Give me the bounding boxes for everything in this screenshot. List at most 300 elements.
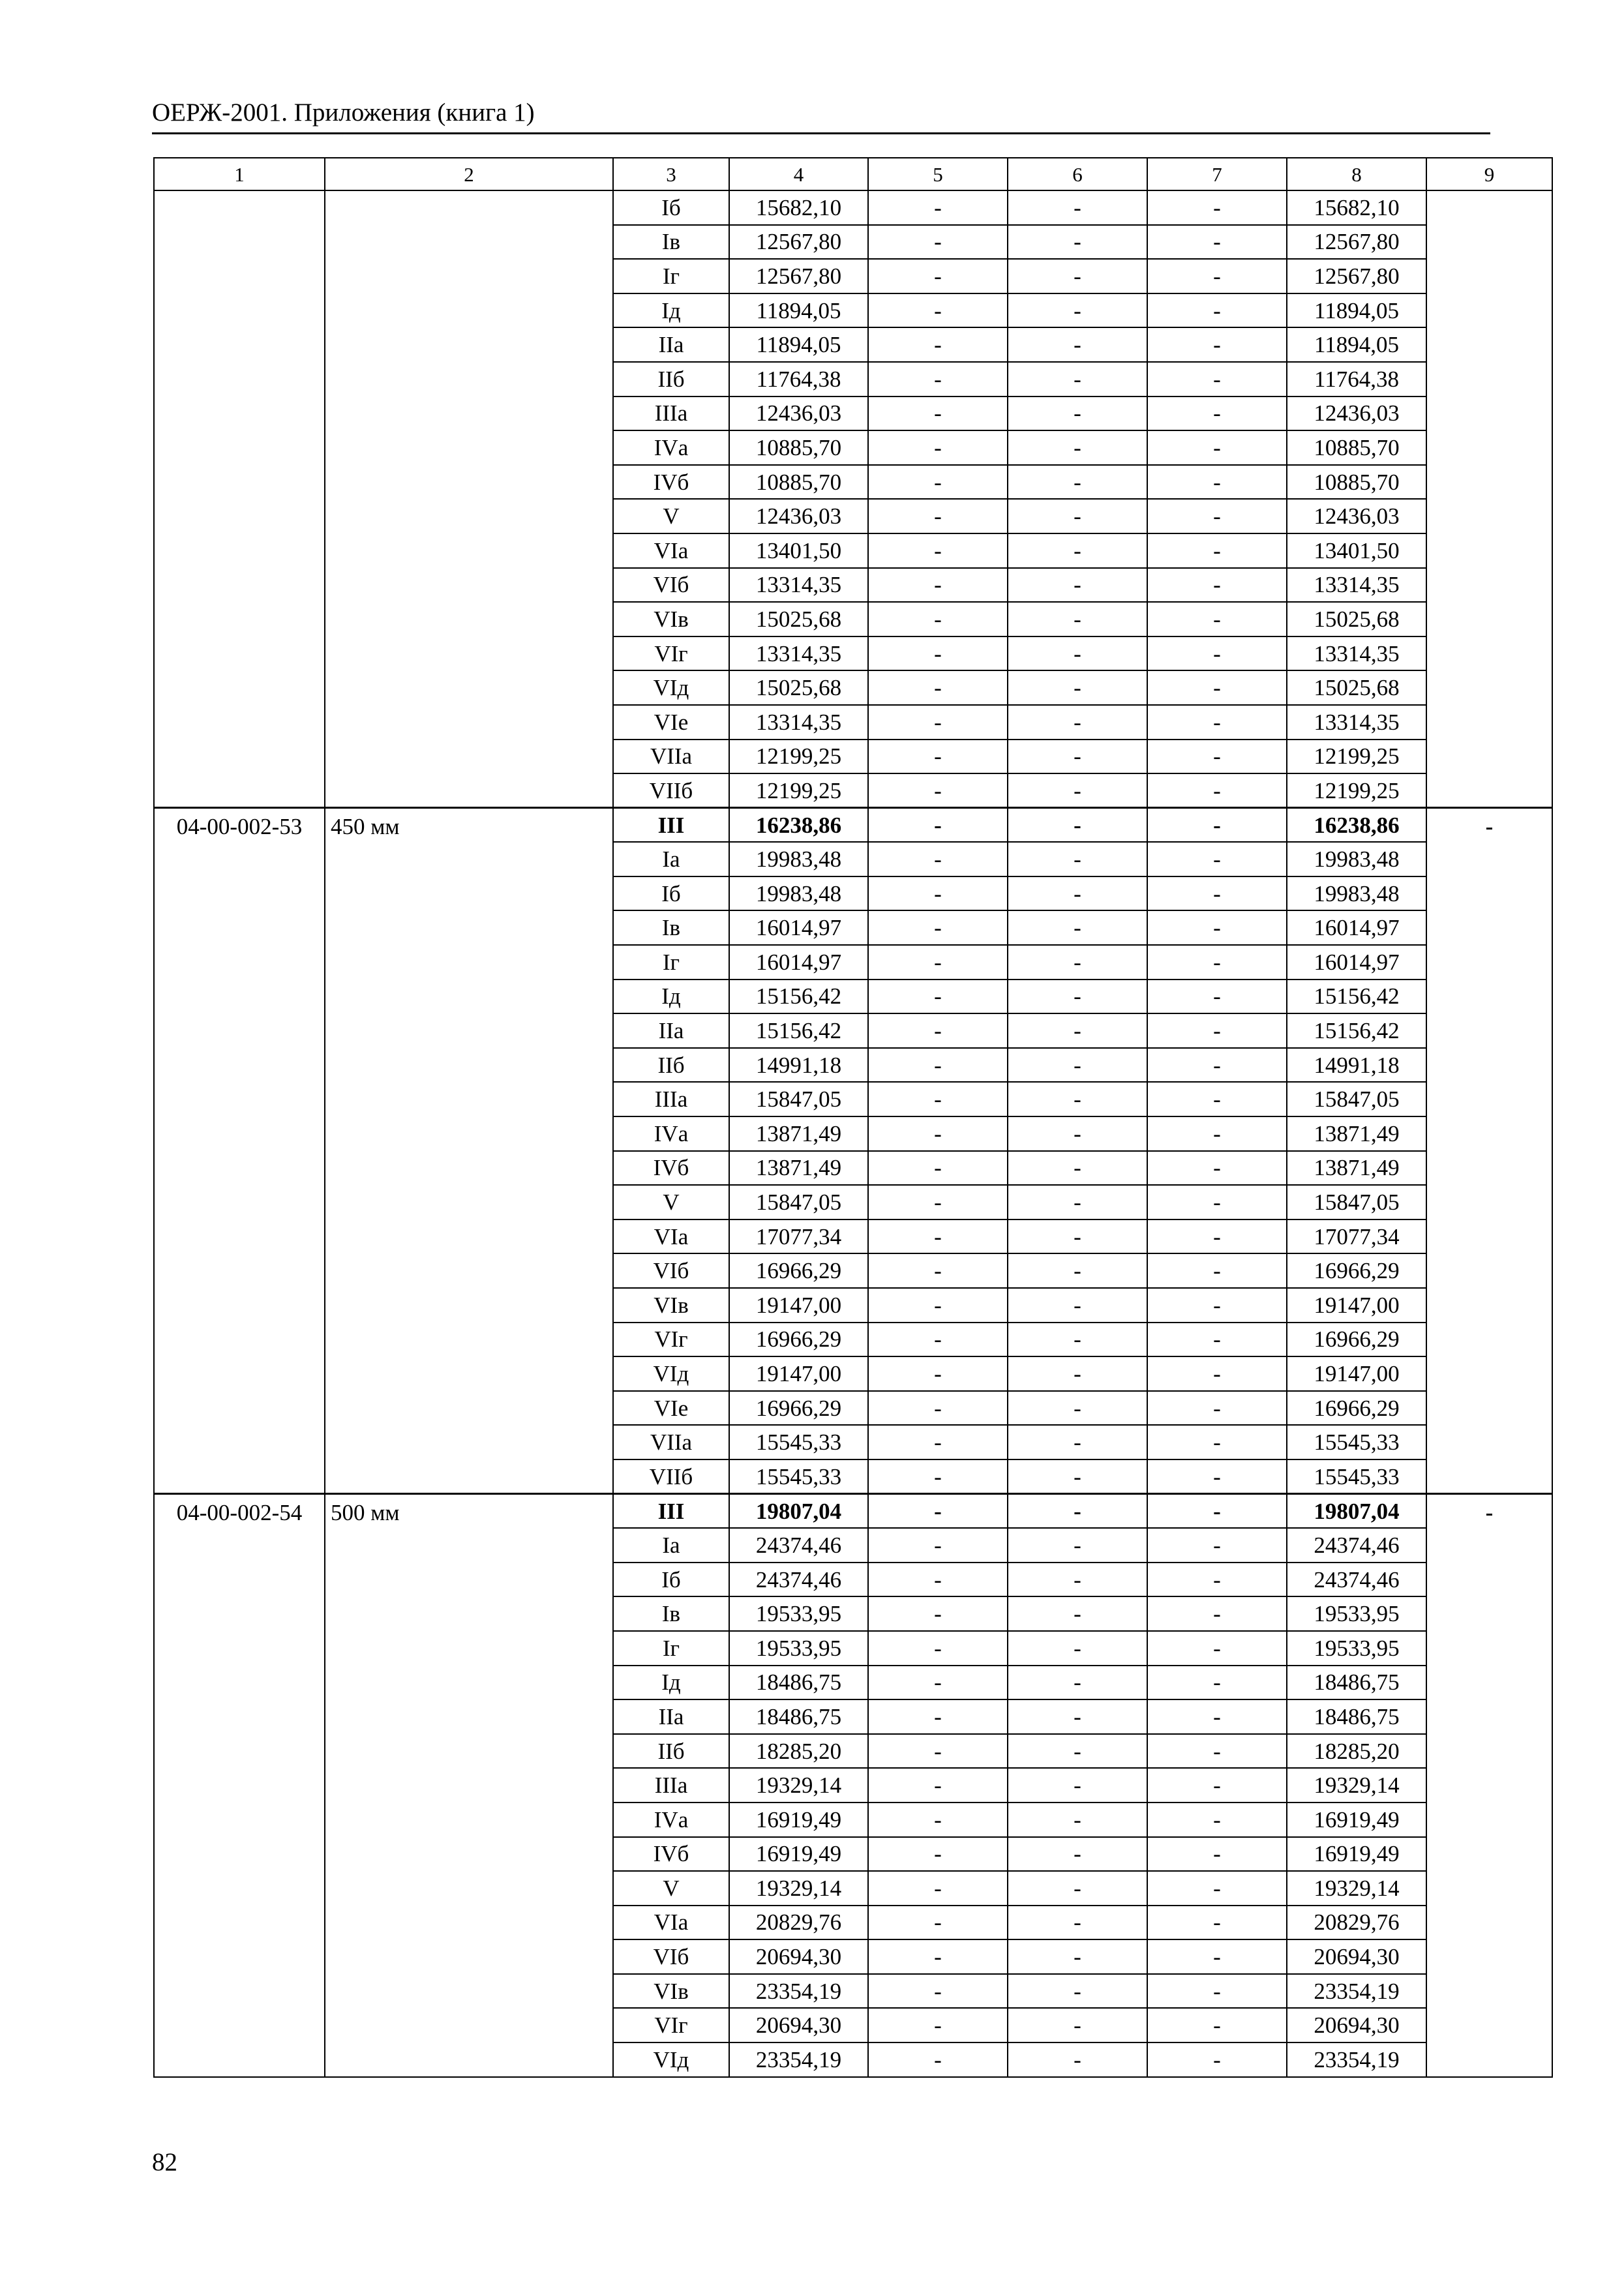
col7-cell: - (1147, 670, 1287, 705)
col7-cell: - (1147, 602, 1287, 636)
col5-cell: - (868, 876, 1008, 911)
zone-cell: IVа (613, 430, 729, 465)
column-header: 4 (729, 158, 868, 190)
col6-cell: - (1008, 1048, 1147, 1083)
zone-cell: VIIб (613, 773, 729, 808)
col7-cell: - (1147, 1734, 1287, 1769)
base-price-cell: 16966,29 (729, 1323, 868, 1357)
zone-cell: VIб (613, 1939, 729, 1974)
col5-cell: - (868, 980, 1008, 1014)
zone-cell: VIв (613, 1974, 729, 2009)
col7-cell: - (1147, 842, 1287, 876)
zone-cell: VIIа (613, 1425, 729, 1459)
note-cell (1426, 190, 1552, 808)
col6-cell: - (1008, 499, 1147, 533)
col7-cell: - (1147, 980, 1287, 1014)
col7-cell: - (1147, 430, 1287, 465)
zone-cell: IIб (613, 1734, 729, 1769)
col7-cell: - (1147, 568, 1287, 603)
base-price-cell: 13314,35 (729, 568, 868, 603)
zone-cell: Iб (613, 190, 729, 225)
base-price-cell: 14991,18 (729, 1048, 868, 1083)
col5-cell: - (868, 1563, 1008, 1597)
col6-cell: - (1008, 705, 1147, 740)
total-price-cell: 24374,46 (1287, 1528, 1426, 1563)
base-price-cell: 16014,97 (729, 945, 868, 980)
col7-cell: - (1147, 808, 1287, 843)
total-price-cell: 20694,30 (1287, 2008, 1426, 2042)
col6-cell: - (1008, 2042, 1147, 2077)
zone-cell: IIIа (613, 396, 729, 431)
base-price-cell: 16966,29 (729, 1253, 868, 1288)
total-price-cell: 19329,14 (1287, 1768, 1426, 1803)
zone-cell: Iд (613, 980, 729, 1014)
base-price-cell: 23354,19 (729, 1974, 868, 2009)
col7-cell: - (1147, 1391, 1287, 1426)
col6-cell: - (1008, 910, 1147, 945)
total-price-cell: 19147,00 (1287, 1356, 1426, 1391)
col6-cell: - (1008, 1425, 1147, 1459)
col5-cell: - (868, 1288, 1008, 1323)
col5-cell: - (868, 465, 1008, 500)
zone-cell: VIIб (613, 1459, 729, 1494)
zone-cell: IVб (613, 1151, 729, 1186)
col6-cell: - (1008, 2008, 1147, 2042)
zone-cell: IIа (613, 1013, 729, 1048)
total-price-cell: 20694,30 (1287, 1939, 1426, 1974)
col5-cell: - (868, 1253, 1008, 1288)
col5-cell: - (868, 945, 1008, 980)
zone-cell: VIб (613, 568, 729, 603)
zone-cell: III (613, 808, 729, 843)
total-price-cell: 15545,33 (1287, 1459, 1426, 1494)
zone-cell: Iб (613, 1563, 729, 1597)
col7-cell: - (1147, 327, 1287, 362)
base-price-cell: 20694,30 (729, 2008, 868, 2042)
col5-cell: - (868, 1459, 1008, 1494)
base-price-cell: 16238,86 (729, 808, 868, 843)
col5-cell: - (868, 1323, 1008, 1357)
col7-cell: - (1147, 1116, 1287, 1151)
zone-cell: Iд (613, 1666, 729, 1700)
col5-cell: - (868, 1699, 1008, 1734)
header-rule (152, 132, 1490, 134)
zone-cell: VIа (613, 1906, 729, 1940)
col6-cell: - (1008, 1666, 1147, 1700)
col7-cell: - (1147, 1013, 1287, 1048)
col7-cell: - (1147, 945, 1287, 980)
table-body (154, 158, 1552, 2077)
total-price-cell: 15156,42 (1287, 980, 1426, 1014)
col7-cell: - (1147, 1528, 1287, 1563)
col7-cell: - (1147, 1253, 1287, 1288)
zone-cell: VIа (613, 533, 729, 568)
col5-cell: - (868, 568, 1008, 603)
total-price-cell: 13871,49 (1287, 1151, 1426, 1186)
col7-cell: - (1147, 910, 1287, 945)
col7-cell: - (1147, 1459, 1287, 1494)
col7-cell: - (1147, 1082, 1287, 1116)
name-cell: 500 мм (325, 1494, 613, 2077)
zone-cell: Iа (613, 1528, 729, 1563)
base-price-cell: 11894,05 (729, 293, 868, 328)
base-price-cell: 19329,14 (729, 1871, 868, 1906)
total-price-cell: 12567,80 (1287, 225, 1426, 260)
col6-cell: - (1008, 1939, 1147, 1974)
col6-cell: - (1008, 636, 1147, 671)
col5-cell: - (868, 1734, 1008, 1769)
zone-cell: VIв (613, 1288, 729, 1323)
col7-cell: - (1147, 533, 1287, 568)
name-cell (325, 190, 613, 808)
col5-cell: - (868, 1116, 1008, 1151)
base-price-cell: 10885,70 (729, 465, 868, 500)
col6-cell: - (1008, 1459, 1147, 1494)
col6-cell: - (1008, 876, 1147, 911)
col6-cell: - (1008, 1837, 1147, 1872)
col7-cell: - (1147, 740, 1287, 774)
base-price-cell: 15156,42 (729, 1013, 868, 1048)
col6-cell: - (1008, 1871, 1147, 1906)
col6-cell: - (1008, 1768, 1147, 1803)
total-price-cell: 18486,75 (1287, 1699, 1426, 1734)
col6-cell: - (1008, 1013, 1147, 1048)
code-cell (154, 190, 325, 808)
col6-cell: - (1008, 1391, 1147, 1426)
base-price-cell: 12436,03 (729, 396, 868, 431)
zone-cell: Iд (613, 293, 729, 328)
col7-cell: - (1147, 293, 1287, 328)
col5-cell: - (868, 1871, 1008, 1906)
zone-cell: Iв (613, 225, 729, 260)
zone-cell: IIб (613, 1048, 729, 1083)
col7-cell: - (1147, 1151, 1287, 1186)
col7-cell: - (1147, 1288, 1287, 1323)
total-price-cell: 16014,97 (1287, 910, 1426, 945)
col6-cell: - (1008, 1082, 1147, 1116)
col6-cell: - (1008, 327, 1147, 362)
zone-cell: IIIа (613, 1768, 729, 1803)
col6-cell: - (1008, 1596, 1147, 1631)
column-header: 3 (613, 158, 729, 190)
col5-cell: - (868, 2008, 1008, 2042)
total-price-cell: 13314,35 (1287, 705, 1426, 740)
col7-cell: - (1147, 259, 1287, 293)
col7-cell: - (1147, 499, 1287, 533)
col6-cell: - (1008, 1494, 1147, 1529)
col5-cell: - (868, 327, 1008, 362)
col7-cell: - (1147, 1048, 1287, 1083)
zone-cell: IIа (613, 1699, 729, 1734)
col6-cell: - (1008, 740, 1147, 774)
base-price-cell: 15847,05 (729, 1082, 868, 1116)
col5-cell: - (868, 190, 1008, 225)
total-price-cell: 17077,34 (1287, 1219, 1426, 1254)
base-price-cell: 19329,14 (729, 1768, 868, 1803)
col7-cell: - (1147, 1871, 1287, 1906)
zone-cell: VIг (613, 1323, 729, 1357)
base-price-cell: 15025,68 (729, 670, 868, 705)
base-price-cell: 12567,80 (729, 225, 868, 260)
note-cell: - (1426, 808, 1552, 1494)
col6-cell: - (1008, 396, 1147, 431)
zone-cell: V (613, 499, 729, 533)
zone-cell: Iв (613, 1596, 729, 1631)
total-price-cell: 15156,42 (1287, 1013, 1426, 1048)
col6-cell: - (1008, 259, 1147, 293)
total-price-cell: 14991,18 (1287, 1048, 1426, 1083)
total-price-cell: 23354,19 (1287, 1974, 1426, 2009)
col5-cell: - (868, 259, 1008, 293)
base-price-cell: 19533,95 (729, 1631, 868, 1666)
base-price-cell: 19147,00 (729, 1356, 868, 1391)
zone-cell: V (613, 1871, 729, 1906)
zone-cell: IVа (613, 1116, 729, 1151)
col7-cell: - (1147, 225, 1287, 260)
col7-cell: - (1147, 636, 1287, 671)
column-header: 9 (1426, 158, 1552, 190)
total-price-cell: 13314,35 (1287, 636, 1426, 671)
zone-cell: VIг (613, 2008, 729, 2042)
base-price-cell: 12567,80 (729, 259, 868, 293)
col5-cell: - (868, 1939, 1008, 1974)
col5-cell: - (868, 430, 1008, 465)
zone-cell: IIа (613, 327, 729, 362)
code-cell: 04-00-002-53 (154, 808, 325, 1494)
zone-cell: VIе (613, 705, 729, 740)
total-price-cell: 12436,03 (1287, 396, 1426, 431)
total-price-cell: 24374,46 (1287, 1563, 1426, 1597)
base-price-cell: 24374,46 (729, 1563, 868, 1597)
total-price-cell: 19983,48 (1287, 876, 1426, 911)
col6-cell: - (1008, 1734, 1147, 1769)
col6-cell: - (1008, 362, 1147, 396)
col7-cell: - (1147, 1699, 1287, 1734)
col5-cell: - (868, 1425, 1008, 1459)
col7-cell: - (1147, 465, 1287, 500)
col5-cell: - (868, 1666, 1008, 1700)
total-price-cell: 16966,29 (1287, 1391, 1426, 1426)
col7-cell: - (1147, 1185, 1287, 1219)
base-price-cell: 15545,33 (729, 1459, 868, 1494)
base-price-cell: 19983,48 (729, 842, 868, 876)
col5-cell: - (868, 1013, 1008, 1048)
total-price-cell: 13871,49 (1287, 1116, 1426, 1151)
col7-cell: - (1147, 362, 1287, 396)
base-price-cell: 18285,20 (729, 1734, 868, 1769)
col7-cell: - (1147, 1494, 1287, 1529)
base-price-cell: 12436,03 (729, 499, 868, 533)
zone-cell: VIв (613, 602, 729, 636)
base-price-cell: 16919,49 (729, 1803, 868, 1837)
col5-cell: - (868, 1906, 1008, 1940)
base-price-cell: 23354,19 (729, 2042, 868, 2077)
total-price-cell: 12567,80 (1287, 259, 1426, 293)
col6-cell: - (1008, 1219, 1147, 1254)
col6-cell: - (1008, 1528, 1147, 1563)
base-price-cell: 13314,35 (729, 705, 868, 740)
col6-cell: - (1008, 1803, 1147, 1837)
col5-cell: - (868, 705, 1008, 740)
col7-cell: - (1147, 1563, 1287, 1597)
base-price-cell: 20829,76 (729, 1906, 868, 1940)
col5-cell: - (868, 1528, 1008, 1563)
col6-cell: - (1008, 1631, 1147, 1666)
col7-cell: - (1147, 1425, 1287, 1459)
zone-cell: VIд (613, 2042, 729, 2077)
col6-cell: - (1008, 1974, 1147, 2009)
total-price-cell: 19533,95 (1287, 1631, 1426, 1666)
total-price-cell: 15847,05 (1287, 1082, 1426, 1116)
col5-cell: - (868, 225, 1008, 260)
col6-cell: - (1008, 190, 1147, 225)
base-price-cell: 19983,48 (729, 876, 868, 911)
total-price-cell: 16919,49 (1287, 1837, 1426, 1872)
rates-table (153, 157, 1553, 2078)
col7-cell: - (1147, 1974, 1287, 2009)
col7-cell: - (1147, 1323, 1287, 1357)
col6-cell: - (1008, 225, 1147, 260)
base-price-cell: 15545,33 (729, 1425, 868, 1459)
col6-cell: - (1008, 1185, 1147, 1219)
total-price-cell: 11894,05 (1287, 327, 1426, 362)
col7-cell: - (1147, 1219, 1287, 1254)
col6-cell: - (1008, 1288, 1147, 1323)
total-price-cell: 15025,68 (1287, 670, 1426, 705)
table-row (154, 190, 1552, 225)
base-price-cell: 16966,29 (729, 1391, 868, 1426)
total-price-cell: 19329,14 (1287, 1871, 1426, 1906)
col6-cell: - (1008, 1253, 1147, 1288)
total-price-cell: 19147,00 (1287, 1288, 1426, 1323)
base-price-cell: 16919,49 (729, 1837, 868, 1872)
total-price-cell: 11894,05 (1287, 293, 1426, 328)
zone-cell: IVб (613, 465, 729, 500)
base-price-cell: 12199,25 (729, 773, 868, 808)
col7-cell: - (1147, 1666, 1287, 1700)
col6-cell: - (1008, 533, 1147, 568)
total-price-cell: 19807,04 (1287, 1494, 1426, 1529)
col5-cell: - (868, 1391, 1008, 1426)
col6-cell: - (1008, 1906, 1147, 1940)
total-price-cell: 16919,49 (1287, 1803, 1426, 1837)
zone-cell: Iг (613, 259, 729, 293)
total-price-cell: 12436,03 (1287, 499, 1426, 533)
zone-cell: IIб (613, 362, 729, 396)
total-price-cell: 15682,10 (1287, 190, 1426, 225)
zone-cell: VIб (613, 1253, 729, 1288)
col5-cell: - (868, 1974, 1008, 2009)
zone-cell: V (613, 1185, 729, 1219)
base-price-cell: 13401,50 (729, 533, 868, 568)
col5-cell: - (868, 740, 1008, 774)
col7-cell: - (1147, 1906, 1287, 1940)
total-price-cell: 18486,75 (1287, 1666, 1426, 1700)
note-cell: - (1426, 1494, 1552, 2077)
base-price-cell: 19533,95 (729, 1596, 868, 1631)
col5-cell: - (868, 499, 1008, 533)
total-price-cell: 19533,95 (1287, 1596, 1426, 1631)
col7-cell: - (1147, 1837, 1287, 1872)
col6-cell: - (1008, 1563, 1147, 1597)
zone-cell: VIа (613, 1219, 729, 1254)
col7-cell: - (1147, 2042, 1287, 2077)
name-cell: 450 мм (325, 808, 613, 1494)
total-price-cell: 20829,76 (1287, 1906, 1426, 1940)
column-header: 8 (1287, 158, 1426, 190)
base-price-cell: 11894,05 (729, 327, 868, 362)
total-price-cell: 10885,70 (1287, 430, 1426, 465)
base-price-cell: 11764,38 (729, 362, 868, 396)
total-price-cell: 15847,05 (1287, 1185, 1426, 1219)
col7-cell: - (1147, 1939, 1287, 1974)
group-main-row (154, 808, 1552, 843)
col5-cell: - (868, 1803, 1008, 1837)
col5-cell: - (868, 910, 1008, 945)
col6-cell: - (1008, 1356, 1147, 1391)
col7-cell: - (1147, 1803, 1287, 1837)
col6-cell: - (1008, 602, 1147, 636)
col5-cell: - (868, 362, 1008, 396)
zone-cell: IVб (613, 1837, 729, 1872)
total-price-cell: 16238,86 (1287, 808, 1426, 843)
base-price-cell: 10885,70 (729, 430, 868, 465)
col5-cell: - (868, 1768, 1008, 1803)
base-price-cell: 13871,49 (729, 1151, 868, 1186)
col7-cell: - (1147, 396, 1287, 431)
col6-cell: - (1008, 980, 1147, 1014)
col6-cell: - (1008, 465, 1147, 500)
base-price-cell: 13314,35 (729, 636, 868, 671)
col5-cell: - (868, 1151, 1008, 1186)
total-price-cell: 12199,25 (1287, 740, 1426, 774)
col6-cell: - (1008, 773, 1147, 808)
col5-cell: - (868, 533, 1008, 568)
total-price-cell: 15545,33 (1287, 1425, 1426, 1459)
base-price-cell: 19807,04 (729, 1494, 868, 1529)
col7-cell: - (1147, 190, 1287, 225)
column-header: 2 (325, 158, 613, 190)
col5-cell: - (868, 808, 1008, 843)
col6-cell: - (1008, 1151, 1147, 1186)
base-price-cell: 15025,68 (729, 602, 868, 636)
col5-cell: - (868, 1082, 1008, 1116)
col5-cell: - (868, 1185, 1008, 1219)
col6-cell: - (1008, 945, 1147, 980)
base-price-cell: 18486,75 (729, 1699, 868, 1734)
base-price-cell: 15682,10 (729, 190, 868, 225)
col5-cell: - (868, 670, 1008, 705)
total-price-cell: 11764,38 (1287, 362, 1426, 396)
column-number-row (154, 158, 1552, 190)
column-header: 5 (868, 158, 1008, 190)
group-main-row (154, 1494, 1552, 1529)
zone-cell: III (613, 1494, 729, 1529)
col6-cell: - (1008, 808, 1147, 843)
base-price-cell: 13871,49 (729, 1116, 868, 1151)
total-price-cell: 15025,68 (1287, 602, 1426, 636)
zone-cell: Iг (613, 945, 729, 980)
total-price-cell: 16014,97 (1287, 945, 1426, 980)
zone-cell: Iа (613, 842, 729, 876)
total-price-cell: 13314,35 (1287, 568, 1426, 603)
col7-cell: - (1147, 705, 1287, 740)
base-price-cell: 16014,97 (729, 910, 868, 945)
col5-cell: - (868, 842, 1008, 876)
col5-cell: - (868, 2042, 1008, 2077)
total-price-cell: 13401,50 (1287, 533, 1426, 568)
col5-cell: - (868, 1837, 1008, 1872)
